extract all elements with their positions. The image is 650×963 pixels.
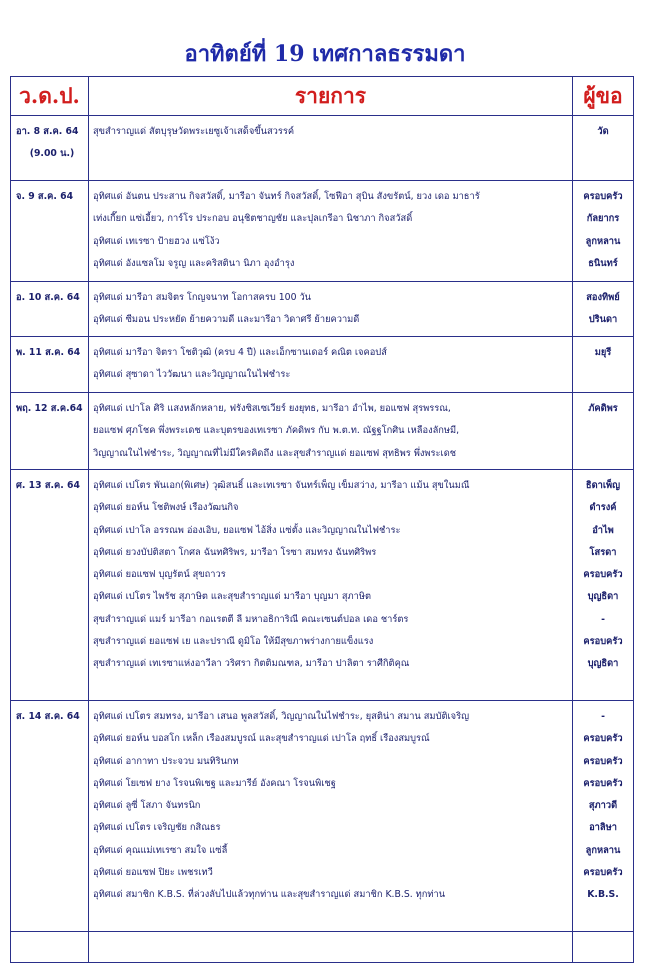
requester-cell (573, 337, 634, 393)
mass-intention-table (10, 76, 634, 963)
intention-line: ยอแซฟ ศุภโชค พึ่งพระเดช และบุตรของเทเรซา ภัคดิพร กับ พ.ต.ท. ณัฐฐโกศิน เหลืองลักษมี, (93, 425, 460, 437)
requester-cell (573, 181, 634, 282)
requester-name: บุญธิดา (587, 591, 619, 603)
table-header-row (11, 77, 634, 116)
requester-cell (573, 701, 634, 932)
requester-name: ดำรงค์ (589, 502, 617, 514)
intention-line: อุทิศแด่ เปาโล ศิริ แสงหลักหลาย, ฟรังซิสเซเวียร์ ยงยุทธ, มารีอา อำไพ, ยอแซฟ สุรพรรณ, (93, 403, 451, 414)
requester-name: อาลิษา (589, 822, 617, 834)
requester-name: ครอบครัว (583, 867, 623, 879)
requester-name: วัด (597, 126, 609, 137)
time-text: (9.00 น.) (29, 148, 75, 159)
requester-name: ครอบครัว (583, 191, 623, 202)
requester-name: กัลยากร (586, 213, 620, 225)
empty-cell (11, 932, 89, 963)
requester-cell (573, 282, 634, 337)
requester-name: ลูกหลาน (585, 235, 621, 247)
items-cell (89, 393, 573, 470)
header-items: รายการ (89, 77, 573, 116)
intention-line: อุทิศแด่ คุณแม่เทเรซา สมใจ แซ่ลี้ (93, 844, 228, 856)
requester-name: ลูกหลาน (585, 844, 621, 856)
intention-line: อุทิศแด่ เปโตร เจริญชัย กสิณธร (93, 822, 221, 834)
requester-name: บุญธิดา (587, 658, 619, 670)
requester-name: สองทิพย์ (586, 292, 620, 303)
table-row (11, 181, 634, 282)
intention-line: อุทิศแด่ สุซาดา ไววัฒนา และวิญญาณในไฟชำระ (93, 369, 291, 381)
intention-line: อุทิศแด่ สมาชิก K.B.S. ที่ล่วงลับไปแล้วทุกท่าน และสุขสำราญแด่ สมาชิก K.B.S. ทุกท่าน (93, 889, 446, 901)
requester-name: - (601, 613, 605, 625)
requester-name: ครอบครัว (583, 777, 623, 789)
date-cell (11, 181, 89, 282)
requester-name: ครอบครัว (583, 636, 623, 648)
intention-line: อุทิศแด่ มารีอา สมจิตร โกญจนาท โอกาสครบ 100 วัน (93, 292, 312, 303)
items-cell (89, 181, 573, 282)
table-row (11, 470, 634, 701)
requester-name: ครอบครัว (583, 755, 623, 767)
date-text: ศ. 13 ส.ค. 64 (16, 480, 80, 491)
intention-line: อุทิศแด่ ลูซี่ โสภา จันทรนิก (93, 800, 201, 812)
date-cell (11, 337, 89, 393)
intention-line: อุทิศแด่ เปาโล อรรณพ อ่องเอิบ, ยอแซฟ ไอ้สิ่ง แซ่ตั้ง และวิญญาณในไฟชำระ (93, 524, 401, 536)
empty-cell (573, 932, 634, 963)
date-cell (11, 282, 89, 337)
items-cell (89, 282, 573, 337)
empty-cell (89, 932, 573, 963)
header-date: ว.ด.ป. (11, 77, 89, 116)
intention-line: สุขสำราญแด่ แมร์ มารีอา กอแรตตี ลี มหาอธิการิณี คณะเซนต์ปอล เดอ ชาร์ตร (93, 613, 409, 625)
intention-line: อุทิศแด่ เปโตร ไพรัช สุภาษิต และสุขสำราญแด่ มารีอา บุญมา สุภาษิต (93, 591, 372, 603)
requester-name: ปรินดา (588, 314, 618, 326)
date-text: อ. 10 ส.ค. 64 (16, 292, 80, 303)
intention-line: อุทิศแด่ โยเซฟ ยาง โรจนพิเชฐ และมารีย์ อังคณา โรจนพิเชฐ (93, 777, 336, 789)
intention-line: อุทิศแด่ เปโตร พันเอก(พิเศษ) วุฒิสนธิ์ และเทเรซา จันทร์เพ็ญ เข็มสว่าง, มารีอา แม้น สุขในมณี (93, 480, 470, 491)
intention-line: สุขสำราญแด่ สัตบุรุษวัดพระเยซูเจ้าเสด็จขึ้นสวรรค์ (93, 126, 295, 137)
requester-name: K.B.S. (587, 889, 619, 901)
table-row (11, 701, 634, 932)
requester-name: โสรดา (589, 546, 617, 558)
intention-line: สุขสำราญแด่ ยอแซฟ เย และปราณี ดูมิโอ ให้มีสุขภาพร่างกายแข็งแรง (93, 636, 374, 648)
date-text: พ. 11 ส.ค. 64 (16, 347, 81, 358)
requester-name: อำไพ (592, 524, 614, 536)
intention-line: อุทิศแด่ เปโตร สมทรง, มารีอา เสนอ พูลสวัสดิ์, วิญญาณในไฟชำระ, ยุสติน่า สมาน สมบัติเจริญ (93, 711, 470, 722)
empty-table-row (11, 932, 634, 963)
date-text: จ. 9 ส.ค. 64 (16, 191, 74, 202)
date-text: อา. 8 ส.ค. 64 (16, 126, 79, 137)
table-row (11, 282, 634, 337)
intention-line: อุทิศแด่ เทเรซา ป้ายฮวง แซ่โง้ว (93, 235, 220, 247)
header-requester: ผู้ขอ (573, 77, 634, 116)
requester-name: ธนินทร์ (588, 257, 618, 269)
requester-cell (573, 470, 634, 701)
date-text: พฤ. 12 ส.ค.64 (16, 403, 83, 414)
items-cell (89, 337, 573, 393)
date-cell (11, 701, 89, 932)
intention-line: อุทิศแด่ ยอแซฟ ปิยะ เพชรเทวี (93, 867, 213, 879)
page-title: อาทิตย์ที่ 19 เทศกาลธรรมดา (184, 41, 466, 67)
intention-line: อุทิศแด่ อังแซลโม จรูญ และคริสตินา นิภา อุงอำรุง (93, 257, 295, 269)
items-cell (89, 116, 573, 181)
requester-name: ครอบครัว (583, 569, 623, 581)
intention-line: อุทิศแด่ มารีอา จิตรา โชติวุฒิ (ครบ 4 ปี) และเอ็กซานเดอร์ คณิต เจคอปส์ (93, 347, 387, 358)
intention-line: อุทิศแด่ ยอห์น บอสโก เหล็ก เรืองสมบูรณ์ และสุขสำราญแด่ เปาโล ฤทธิ์ เรืองสมบูรณ์ (93, 733, 430, 745)
intention-line: อุทิศแด่ อากาทา ประจวบ มนทิรินกท (93, 755, 239, 767)
intention-line: อุทิศแด่ ยอแซฟ บุญรัตน์ สุขถาวร (93, 569, 226, 581)
items-cell (89, 701, 573, 932)
date-cell (11, 393, 89, 470)
requester-cell (573, 116, 634, 181)
table-row (11, 393, 634, 470)
intention-line: เท่งเกี๊ยก แซ่เอี้ยว, การ์โร ประกอบ อนุชิตชาญชัย และปุลเกรีอา นิชาภา กิจสวัสดิ์ (93, 213, 413, 225)
date-cell (11, 116, 89, 181)
date-text: ส. 14 ส.ค. 64 (16, 711, 80, 722)
date-cell (11, 470, 89, 701)
requester-name: ธิดาเพ็ญ (585, 480, 621, 491)
requester-cell (573, 393, 634, 470)
intention-line: อุทิศแด่ ยวงบัปติสตา โกศล ฉันทศิริพร, มารีอา โรซา สมทรง ฉันทศิริพร (93, 546, 377, 558)
requester-name: - (601, 711, 605, 722)
intention-line: วิญญาณในไฟชำระ, วิญญาณที่ไม่มีใครคิดถึง และสุขสำราญแด่ ยอแซฟ สุทธิพร พึ่งพระเดช (93, 447, 457, 459)
intention-line: อุทิศแด่ อันตน ประสาน กิจสวัสดิ์, มารีอา จันทร์ กิจสวัสดิ์, โซฟีอา สุบิน สังขรัตน์, ยวง เดอ มาธารั (93, 191, 480, 202)
intention-line: อุทิศแด่ ซีมอน ประหยัด ย้ายความดี และมารีอา วิดาศรี ย้ายความดี (93, 314, 360, 326)
intention-line: อุทิศแด่ ยอห์น โชติพงษ์ เรืองวัฒนกิจ (93, 502, 239, 514)
requester-name: ภัคดิพร (588, 403, 618, 414)
intention-line: สุขสำราญแด่ เทเรซาแห่งอาวีลา วริศรา กิตติมณฑล, มารีอา ปาลิตา ราศีกิติคุณ (93, 658, 410, 670)
items-cell (89, 470, 573, 701)
table-row (11, 337, 634, 393)
requester-name: ครอบครัว (583, 733, 623, 745)
table-row (11, 116, 634, 181)
requester-name: สุภาวดี (588, 800, 618, 812)
requester-name: มยุรี (594, 347, 612, 358)
